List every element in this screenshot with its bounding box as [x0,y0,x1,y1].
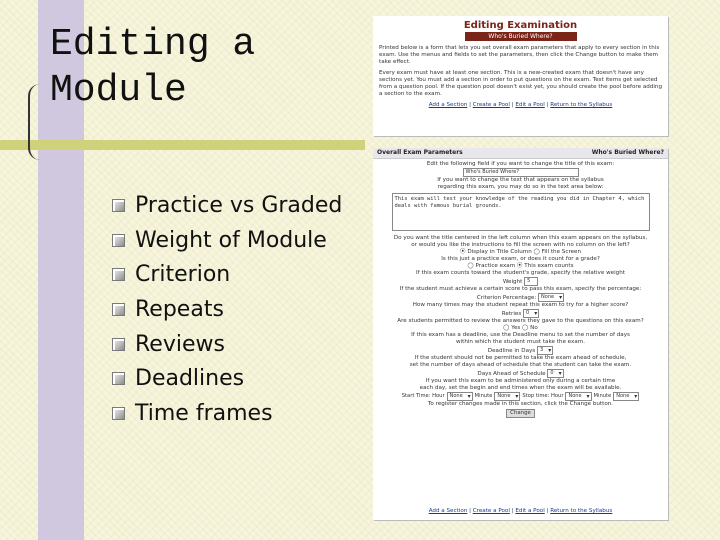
create-pool-link[interactable]: Create a Pool [472,508,510,514]
sections-paragraph: Every exam must have at least one section. This is a new-created exam that doesn't have any sections yet. You must add a section in order to put questions on the exam. Test items get selected from a question pool. If the question pool doesn't exist yet, you should create the pool before adding a section to the exam. [379,70,663,97]
bullet-square-icon [112,234,125,247]
parameters-form [373,159,668,420]
form-text: If you want to change the text that appears on the syllabus [437,177,604,183]
form-text: If this exam has a deadline, use the Deadline menu to set the number of days [411,332,630,338]
form-text: Is this just a practice exam, or does it count for a grade? [441,256,600,262]
create-pool-link[interactable]: Create a Pool [472,102,510,108]
change-button[interactable]: Change [506,409,535,418]
bullet-item [112,396,342,431]
bullet-item [112,257,342,292]
action-links: Add a Section | Create a Pool | Edit a Pool | Return to the Syllabus [428,102,613,108]
time-window-row [381,392,660,401]
form-text: each day, set the begin and end times when the exam will be available. [419,385,622,391]
section-exam-name: Who's Buried Where? [591,149,664,156]
form-text: Are students permitted to review the answers they gave to the questions on this exam? [397,318,644,324]
edit-pool-link[interactable]: Edit a Pool [515,102,545,108]
bullet-text: Deadlines [135,366,245,392]
stop-minute-select[interactable]: None ▾ [613,392,639,401]
grade-radio-group[interactable]: ◯ Practice exam ⦿ This exam counts [467,263,574,269]
start-hour-select[interactable]: None ▾ [447,392,473,401]
retries-row [381,309,660,318]
bullet-square-icon [112,199,125,212]
retries-label: Retries [501,311,522,317]
return-syllabus-link[interactable]: Return to the Syllabus [550,508,613,514]
display-radio-group[interactable]: ⦿ Display in Title Column ◯ Fill the Screen [459,249,582,255]
form-text: If this exam counts toward the student's grade, specify the relative weight [416,270,625,276]
screenshot-editing-examination [373,16,668,136]
review-radio-group[interactable]: ◯ Yes ◯ No [503,325,538,331]
section-title: Overall Exam Parameters [377,149,463,156]
exam-title-tab[interactable]: Who's Buried Where? [465,32,577,41]
stop-hour-label: Stop time: Hour [522,393,564,400]
bullet-square-icon [112,372,125,385]
bullet-text: Weight of Module [135,227,327,253]
form-text: Do you want the title centered in the left column when this exam appears on the syllabus, [393,235,648,241]
bottom-action-links: Add a Section | Create a Pool | Edit a Pool | Return to the Syllabus [428,508,613,514]
screenshot-exam-parameters [373,148,668,520]
bullet-square-icon [112,338,125,351]
bullet-item [112,188,342,223]
add-section-link[interactable]: Add a Section [428,102,468,108]
weight-row [381,277,660,286]
start-minute-label: Minute [474,393,493,400]
form-text: or would you like the instructions to fill the screen with no column on the left? [411,242,630,248]
deadline-row [381,346,660,355]
criterion-label: Criterion Percentage: [476,295,537,301]
weight-input[interactable]: 5 [524,277,538,286]
form-text: If you want this exam to be administered only during a certain time [425,378,616,384]
bullet-list [112,188,342,431]
ahead-row [381,369,660,378]
bracket-decoration [28,84,44,160]
ahead-select[interactable]: 0 ▾ [547,369,563,378]
title-underline [0,140,365,150]
start-minute-select[interactable]: None ▾ [494,392,520,401]
bullet-item [112,223,342,258]
intro-paragraph: Printed below is a form that lets you set overall exam parameters that apply to every section in this exam. Use the menus and fields to set the parameters, then click the Change button to make them take effect. [379,45,660,65]
bullet-item [112,361,342,396]
return-syllabus-link[interactable]: Return to the Syllabus [550,102,613,108]
deadline-select[interactable]: 3 ▾ [537,346,553,355]
exam-title-input[interactable]: Who's Buried Where? [463,168,579,177]
slide-title [50,22,255,114]
form-text: How many times may the student repeat this exam to try for a higher score? [412,302,629,308]
form-text: regarding this exam, you may do so in the text area below: [437,184,604,190]
bullet-text: Repeats [135,296,224,322]
section-header [373,148,668,159]
form-text: If the student should not be permitted to take the exam ahead of schedule, [414,355,627,361]
stop-minute-label: Minute [593,393,612,400]
edit-pool-link[interactable]: Edit a Pool [515,508,545,514]
bullet-square-icon [112,407,125,420]
retries-select[interactable]: 0 ▾ [523,309,539,318]
slide-title-line1: Editing a [50,23,256,66]
criterion-row [381,293,660,302]
bullet-text: Reviews [135,331,225,357]
exam-heading: Editing Examination [463,20,578,31]
form-text: Edit the following field if you want to change the title of this exam: [426,161,615,167]
stop-hour-select[interactable]: None ▾ [565,392,591,401]
deadline-label: Deadline in Days [487,348,536,354]
criterion-select[interactable]: None ▾ [538,293,564,302]
bullet-text: Practice vs Graded [135,192,343,218]
form-text: If the student must achieve a certain score to pass this exam, specify the percentage: [399,286,642,292]
slide-title-line2: Module [50,69,187,112]
syllabus-text-area[interactable]: This exam will test your knowledge of the reading you did in Chapter 4, which deals with famous burial grounds. [392,193,650,231]
bullet-text: Time frames [135,400,273,426]
bullet-item [112,292,342,327]
bullet-square-icon [112,303,125,316]
form-text: set the number of days ahead of schedule that the student can take the exam. [409,362,632,368]
add-section-link[interactable]: Add a Section [428,508,468,514]
start-hour-label: Start Time: Hour [401,393,445,400]
form-text: within which the student must take the exam. [456,339,585,345]
bullet-text: Criterion [135,262,231,288]
form-text: To register changes made in this section, click the Change button. [427,401,614,407]
ahead-label: Days Ahead of Schedule [477,371,546,377]
weight-label: Weight [502,279,523,285]
bullet-square-icon [112,268,125,281]
bullet-item [112,327,342,362]
